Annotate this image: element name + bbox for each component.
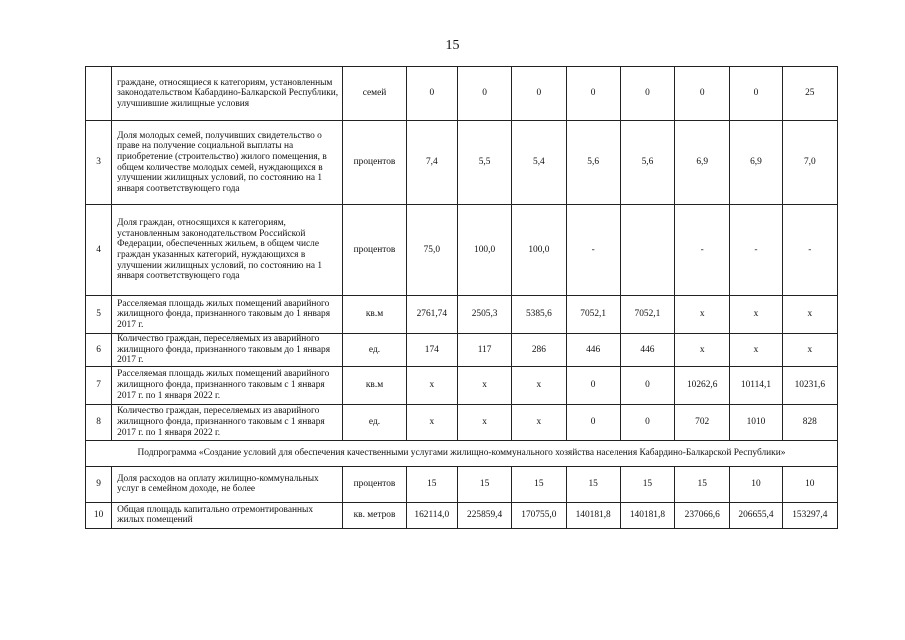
table-row	[86, 205, 838, 296]
row-number	[86, 67, 112, 121]
value-cell	[620, 205, 674, 296]
value-cell: 5,6	[620, 121, 674, 205]
value-cell: 0	[620, 404, 674, 440]
value-cell: 7052,1	[620, 296, 674, 334]
value-cell: 828	[782, 404, 837, 440]
value-cell: -	[675, 205, 730, 296]
value-cell: 0	[566, 67, 620, 121]
value-cell: 10231,6	[782, 366, 837, 404]
unit-cell: процентов	[343, 121, 406, 205]
value-cell: 0	[730, 67, 782, 121]
page-number: 15	[445, 38, 460, 53]
value-cell: 75,0	[406, 205, 457, 296]
indicator-description: Количество граждан, переселяемых из аварийного жилищного фонда, признанного таковым с 1 января 2017 г. по 1 января 2022 г.	[112, 404, 343, 440]
value-cell: х	[675, 296, 730, 334]
value-cell: 446	[566, 334, 620, 367]
value-cell: 15	[457, 466, 511, 502]
subprogram-row	[86, 440, 838, 466]
value-cell: х	[457, 404, 511, 440]
value-cell: 100,0	[512, 205, 566, 296]
table-row	[86, 121, 838, 205]
value-cell: х	[406, 366, 457, 404]
value-cell: 702	[675, 404, 730, 440]
value-cell: 6,9	[675, 121, 730, 205]
value-cell: 15	[512, 466, 566, 502]
unit-cell: кв. метров	[343, 502, 406, 528]
value-cell: -	[730, 205, 782, 296]
row-number: 4	[86, 205, 112, 296]
value-cell: 10114,1	[730, 366, 782, 404]
unit-cell: кв.м	[343, 296, 406, 334]
value-cell: 206655,4	[730, 502, 782, 528]
table-row	[86, 296, 838, 334]
value-cell: х	[782, 334, 837, 367]
unit-cell: семей	[343, 67, 406, 121]
unit-cell: ед.	[343, 404, 406, 440]
value-cell: 0	[457, 67, 511, 121]
value-cell: 15	[566, 466, 620, 502]
value-cell: х	[406, 404, 457, 440]
value-cell: 6,9	[730, 121, 782, 205]
value-cell: 0	[406, 67, 457, 121]
table-row	[86, 334, 838, 367]
row-number: 3	[86, 121, 112, 205]
value-cell: 10262,6	[675, 366, 730, 404]
value-cell: 140181,8	[620, 502, 674, 528]
indicator-description: Расселяемая площадь жилых помещений аварийного жилищного фонда, признанного таковым до 1 января 2017 г.	[112, 296, 343, 334]
value-cell: х	[730, 296, 782, 334]
table-row	[86, 366, 838, 404]
value-cell: 7,0	[782, 121, 837, 205]
value-cell: 0	[620, 67, 674, 121]
value-cell: х	[675, 334, 730, 367]
value-cell: х	[782, 296, 837, 334]
value-cell: 2761,74	[406, 296, 457, 334]
value-cell: 446	[620, 334, 674, 367]
value-cell: 0	[512, 67, 566, 121]
indicator-description: Общая площадь капитально отремонтированных жилых помещений	[112, 502, 343, 528]
table-row	[86, 67, 838, 121]
value-cell: 15	[675, 466, 730, 502]
value-cell: -	[782, 205, 837, 296]
value-cell: 5,6	[566, 121, 620, 205]
value-cell: 0	[675, 67, 730, 121]
value-cell: -	[566, 205, 620, 296]
subprogram-title: Подпрограмма «Создание условий для обеспечения качественными услугами жилищно-коммунального хозяйства населения Кабардино-Балкарской Республики»	[86, 440, 838, 466]
table-row	[86, 466, 838, 502]
value-cell: 10	[730, 466, 782, 502]
value-cell: х	[730, 334, 782, 367]
indicator-description: Доля расходов на оплату жилищно-коммунальных услуг в семейном доходе, не более	[112, 466, 343, 502]
row-number: 7	[86, 366, 112, 404]
value-cell: 174	[406, 334, 457, 367]
indicator-description: Доля граждан, относящихся к категориям, установленным законодательством Российской Федерации, обеспеченных жильем, в общем числе граждан указанных категорий, нуждающихся в улучшении жилищных условий, по состоянию на 1 января соответствующего года	[112, 205, 343, 296]
value-cell: 7052,1	[566, 296, 620, 334]
value-cell: 140181,8	[566, 502, 620, 528]
row-number: 8	[86, 404, 112, 440]
value-cell: 7,4	[406, 121, 457, 205]
table-row	[86, 404, 838, 440]
value-cell: 5,4	[512, 121, 566, 205]
indicators-table	[85, 66, 838, 529]
value-cell: 5385,6	[512, 296, 566, 334]
value-cell: х	[457, 366, 511, 404]
value-cell: 117	[457, 334, 511, 367]
value-cell: 10	[782, 466, 837, 502]
indicator-description: граждане, относящиеся к категориям, установленным законодательством Кабардино-Балкарской Республики, улучшившие жилищные условия	[112, 67, 343, 121]
indicator-description: Расселяемая площадь жилых помещений аварийного жилищного фонда, признанного таковым с 1 января 2017 г. по 1 января 2022 г.	[112, 366, 343, 404]
table-row	[86, 502, 838, 528]
row-number: 10	[86, 502, 112, 528]
value-cell: 286	[512, 334, 566, 367]
unit-cell: процентов	[343, 205, 406, 296]
value-cell: 5,5	[457, 121, 511, 205]
value-cell: 0	[566, 366, 620, 404]
row-number: 5	[86, 296, 112, 334]
unit-cell: кв.м	[343, 366, 406, 404]
value-cell: 1010	[730, 404, 782, 440]
value-cell: 15	[620, 466, 674, 502]
value-cell: 162114,0	[406, 502, 457, 528]
value-cell: 100,0	[457, 205, 511, 296]
value-cell: 0	[620, 366, 674, 404]
unit-cell: ед.	[343, 334, 406, 367]
indicator-description: Количество граждан, переселяемых из аварийного жилищного фонда, признанного таковым до 1 января 2017 г.	[112, 334, 343, 367]
row-number: 6	[86, 334, 112, 367]
value-cell: х	[512, 366, 566, 404]
unit-cell: процентов	[343, 466, 406, 502]
value-cell: 2505,3	[457, 296, 511, 334]
row-number: 9	[86, 466, 112, 502]
value-cell: 15	[406, 466, 457, 502]
value-cell: 170755,0	[512, 502, 566, 528]
indicator-description: Доля молодых семей, получивших свидетельство о праве на получение социальной выплаты на приобретение (строительство) жилого помещения, в общем количестве молодых семей, нуждающихся в улучшении жилищных условий, по состоянию на 1 января соответствующего года	[112, 121, 343, 205]
value-cell: 25	[782, 67, 837, 121]
value-cell: х	[512, 404, 566, 440]
value-cell: 237066,6	[675, 502, 730, 528]
value-cell: 225859,4	[457, 502, 511, 528]
value-cell: 0	[566, 404, 620, 440]
value-cell: 153297,4	[782, 502, 837, 528]
